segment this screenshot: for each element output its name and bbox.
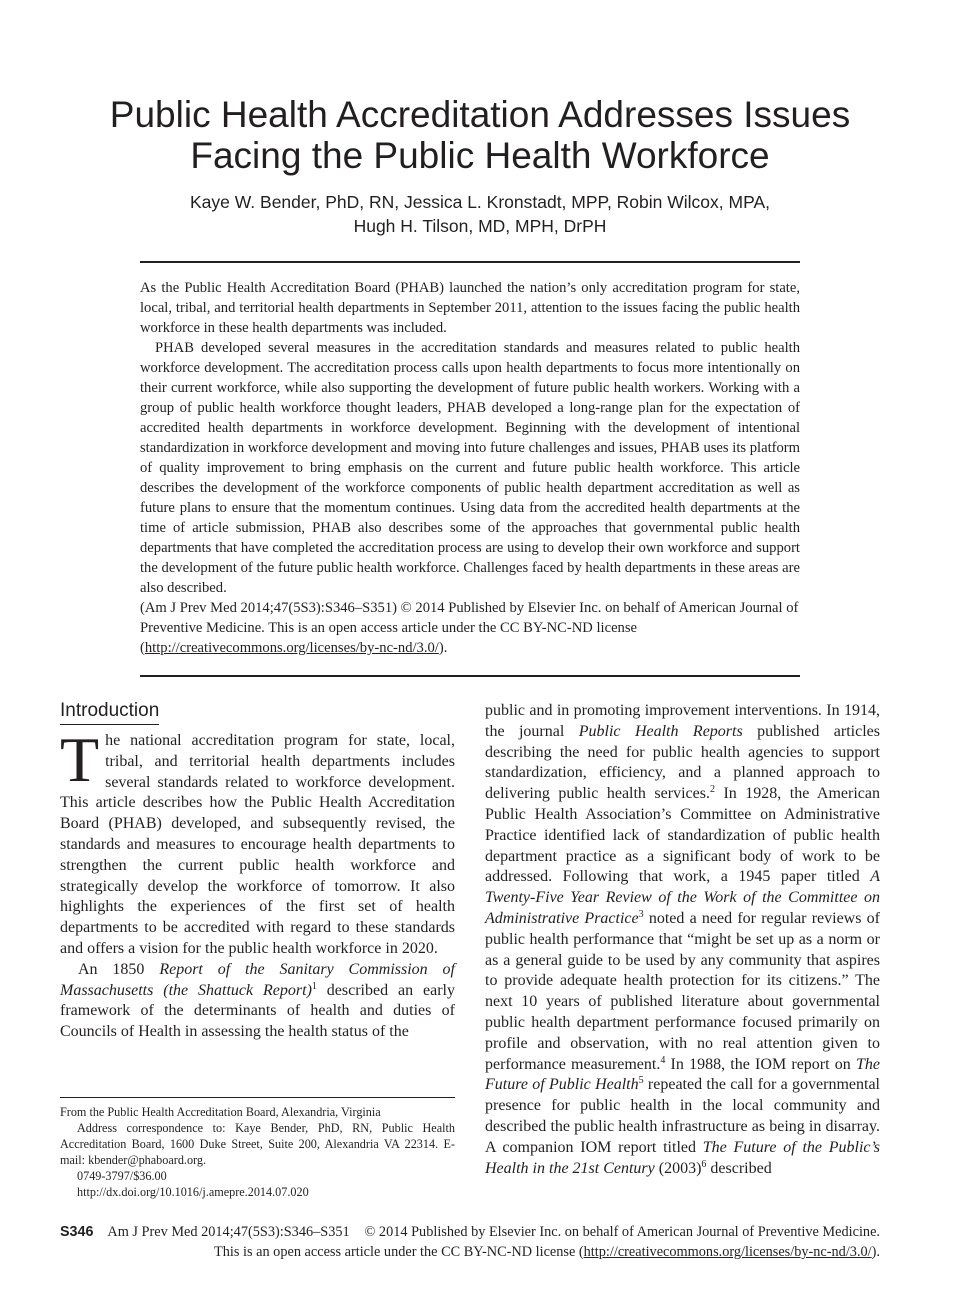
- citation-text: (Am J Prev Med 2014;47(5S3):S346–S351) © 2014 Published by Elsevier Inc. on behalf of American Journal of Preventive Medicine. This is an open access article under the CC BY-NC-ND license: [140, 600, 799, 636]
- abstract-paragraph-2: PHAB developed several measures in the accreditation standards and measures related to public health workforce development. The accreditation process calls upon health departments to focus more intentionally on their current workforce, while also supporting the development of future public health workers. Working with a group of public health workforce thought leaders, PHAB developed a long-range plan for the expectation of accredited health departments in workforce development. Beginning with the development of intentional standardization in workforce development and moving into future challenges and issues, PHAB uses its platform of quality improvement to bring emphasis on the current and future public health workforce. This article describes the development of the workforce components of public health department accreditation as well as future plans to ensure that the momentum continues. Using data from the accredited health departments at the time of article submission, PHAB also describes some of the approaches that governmental public health departments that have completed the accreditation process are using to develop their own workforce and support the development of the future public health workforce. Challenges faced by health departments in these areas are also described.: [140, 340, 800, 596]
- rc-text-6: repeated the call for a governmental presence for public health in the local community and described the public health infrastructure as being in disarray. A companion IOM report titled: [485, 1076, 880, 1156]
- authors-line-1: Kaye W. Bender, PhD, RN, Jessica L. Kronstadt, MPP, Robin Wilcox, MPA,: [190, 192, 770, 212]
- license-link[interactable]: http://creativecommons.org/licenses/by-nc-nd/3.0/: [144, 640, 439, 656]
- rc-text-8: described: [706, 1159, 772, 1177]
- ref-3[interactable]: 3: [638, 908, 644, 920]
- intro-paragraph-1: [60, 724, 455, 960]
- ref-1[interactable]: 1: [311, 980, 317, 992]
- rc-text-1: public and in promoting improvement interventions. In 1914, the journal: [485, 702, 880, 740]
- title-line-2: Facing the Public Health Workforce: [190, 135, 770, 176]
- rc-text-2: published articles describing the need for public health agencies to support standardization, efficiency, and a planned approach to delivering public health services.: [485, 722, 881, 803]
- ref-4[interactable]: 4: [660, 1054, 666, 1066]
- rc-review-title: A Twenty-Five Year Review of the Work of the Committee on Administrative Practice: [485, 868, 880, 927]
- issn-note: 0749-3797/$36.00: [77, 1169, 167, 1183]
- page-footer: [60, 1222, 880, 1262]
- ref-5[interactable]: 5: [638, 1075, 644, 1087]
- p2-text-a: An 1850: [78, 960, 160, 978]
- abstract: [140, 278, 800, 658]
- footer-license-text: This is an open access article under the CC BY-NC-ND license (: [214, 1244, 584, 1260]
- rc-text-5: In 1988, the IOM report on: [665, 1055, 856, 1073]
- abstract-bottom-rule: [140, 675, 800, 677]
- rc-text-4: noted a need for regular reviews of public health performance that “might be set up as a norm or as a general guide to be used by any community that aspires to provide adequate health protection for its citizens.” The next 10 years of published literature about governmental public health department performance focused primarily on profile and observation, with no real attention given to performance measurement.: [485, 909, 880, 1073]
- footer-journal: Am J Prev Med 2014;47(5S3):S346–S351: [107, 1224, 350, 1240]
- rc-iom-title-1: The Future of Public Health: [485, 1055, 880, 1094]
- ref-6[interactable]: 6: [701, 1158, 707, 1170]
- rc-journal-title: Public Health Reports: [578, 722, 743, 740]
- license-open: (: [140, 640, 145, 656]
- rc-text-7: (2003): [654, 1159, 702, 1177]
- footer-left: [60, 1222, 350, 1242]
- rc-iom-title-2: The Future of the Public’s Health in the 21st Century: [485, 1138, 881, 1177]
- authors-line-2: Hugh H. Tilson, MD, MPH, DrPH: [353, 216, 607, 236]
- right-paragraph: [485, 701, 880, 1179]
- correspondence-note: Address correspondence to: Kaye Bender, PhD, RN, Public Health Accreditation Board, 1600 Duke Street, Suite 200, Alexandria VA 22314. E-mail: kbender@phaboard.org.: [60, 1121, 455, 1167]
- footer-license-link[interactable]: http://creativecommons.org/licenses/by-nc-nd/3.0/: [583, 1244, 872, 1260]
- license-close: ).: [438, 640, 448, 656]
- footer-copyright: © 2014 Published by Elsevier Inc. on behalf of American Journal of Preventive Medicine.: [364, 1224, 880, 1240]
- section-heading-introduction: Introduction: [60, 699, 159, 725]
- affiliation-note: From the Public Health Accreditation Board, Alexandria, Virginia: [60, 1105, 381, 1119]
- abstract-top-rule: [140, 261, 800, 263]
- intro-paragraph-1-text: he national accreditation program for state, local, tribal, and territorial health departments includes several standards related to workforce development. This article describes how the Public Health Accreditation Board (PHAB) developed, and subsequently revised, the standards and measures to encourage health departments to strengthen the current public health workforce and strategically develop the workforce of tomorrow. It also highlights the experiences of the first set of health departments to be accredited with regard to these standards and offers a vision for the public health workforce in 2020.: [60, 732, 455, 957]
- right-column: [485, 701, 880, 1179]
- page-number: S346: [60, 1224, 94, 1240]
- author-list: [60, 190, 900, 238]
- footer-line-2: [60, 1242, 880, 1262]
- abstract-citation: [140, 598, 800, 658]
- title-line-1: Public Health Accreditation Addresses Issues: [109, 94, 851, 135]
- footnotes: [60, 1104, 455, 1200]
- footer-line-1: [60, 1222, 880, 1242]
- abstract-paragraph-1: As the Public Health Accreditation Board (PHAB) launched the nation’s only accreditation program for state, local, tribal, and territorial health departments in September 2011, attention to the issues facing the public health workforce in these health departments was included.: [140, 280, 800, 336]
- left-column: [60, 724, 456, 1043]
- drop-cap: T: [60, 724, 100, 795]
- rc-text-3: In 1928, the American Public Health Association’s Committee on Administrative Practice identified lack of standardization of public health department practice as a significant body of work to be addressed. Following that work, a 1945 paper titled: [485, 785, 881, 886]
- doi-note: http://dx.doi.org/10.1016/j.amepre.2014.07.020: [77, 1185, 309, 1199]
- p2-text-b: described an early framework of the determinants of health and duties of Councils of Health in assessing the health status of the: [60, 981, 455, 1041]
- article-title: [60, 94, 900, 176]
- footnote-rule: [60, 1097, 455, 1098]
- ref-2[interactable]: 2: [709, 784, 715, 796]
- shattuck-report-title: Report of the Sanitary Commission of Massachusetts (the Shattuck Report): [60, 960, 456, 999]
- intro-paragraph-2: [60, 960, 455, 1043]
- footer-license-close: ).: [871, 1244, 880, 1260]
